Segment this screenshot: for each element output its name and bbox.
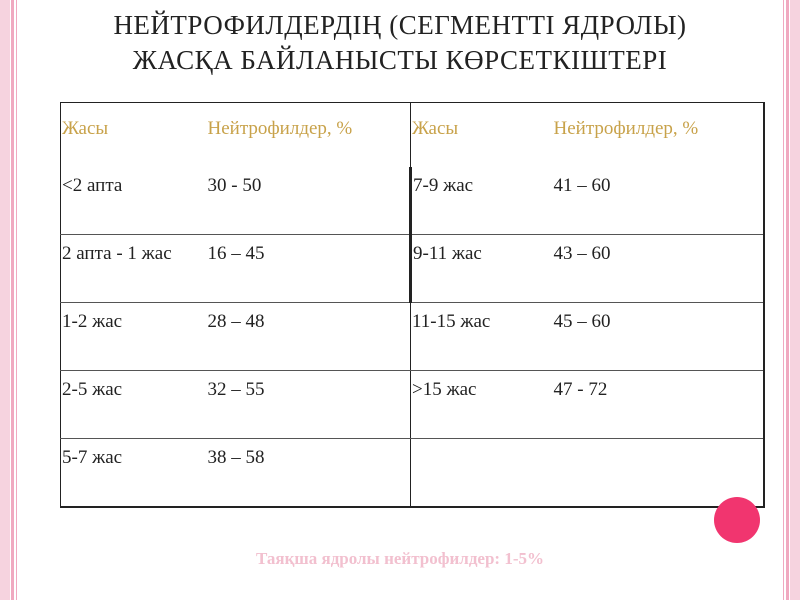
table-cell: 38 – 58 (207, 439, 411, 507)
table-cell: 1-2 жас (61, 303, 207, 371)
table-cell: 47 - 72 (553, 371, 764, 439)
table-cell (411, 439, 553, 507)
left-frame-thin-line (16, 0, 17, 600)
table-row (61, 167, 764, 235)
right-frame-band (790, 0, 800, 600)
table-cell: 30 - 50 (207, 167, 411, 235)
table-cell: <2 апта (61, 167, 207, 235)
slide-title-line-1: НЕЙТРОФИЛДЕРДІҢ (СЕГМЕНТТІ ЯДРОЛЫ) (113, 10, 687, 40)
left-frame-line (11, 0, 14, 600)
header-cell-neutrophils-2: Нейтрофилдер, % (553, 103, 764, 167)
table-cell: 9-11 жас (411, 235, 553, 303)
header-cell-neutrophils-1: Нейтрофилдер, % (207, 103, 411, 167)
neutrophil-age-table (60, 102, 765, 508)
table-cell (553, 439, 764, 507)
table-cell: 45 – 60 (553, 303, 764, 371)
table-cell: 2-5 жас (61, 371, 207, 439)
footer-note: Таяқша ядролы нейтрофилдер: 1-5% (255, 549, 544, 568)
right-frame-line (786, 0, 789, 600)
table-cell: 28 – 48 (207, 303, 411, 371)
table-cell: 43 – 60 (553, 235, 764, 303)
table-cell: 7-9 жас (411, 167, 553, 235)
table-cell: 2 апта - 1 жас (61, 235, 207, 303)
table-cell: 32 – 55 (207, 371, 411, 439)
header-cell-age-2: Жасы (411, 103, 553, 167)
table-row (61, 303, 764, 371)
table-header-row (61, 103, 764, 167)
right-frame-thin-line (783, 0, 784, 600)
decorative-circle (714, 497, 760, 543)
header-cell-age-1: Жасы (61, 103, 207, 167)
table-cell: 41 – 60 (553, 167, 764, 235)
table-row (61, 235, 764, 303)
slide-title-line-2: ЖАСҚА БАЙЛАНЫСТЫ КӨРСЕТКІШТЕРІ (132, 45, 668, 75)
table-row (61, 371, 764, 439)
left-frame-band (0, 0, 10, 600)
table-cell: 5-7 жас (61, 439, 207, 507)
table-cell: 16 – 45 (207, 235, 411, 303)
slide-title (40, 8, 760, 78)
table-row (61, 439, 764, 507)
table-cell: 11-15 жас (411, 303, 553, 371)
table-cell: >15 жас (411, 371, 553, 439)
